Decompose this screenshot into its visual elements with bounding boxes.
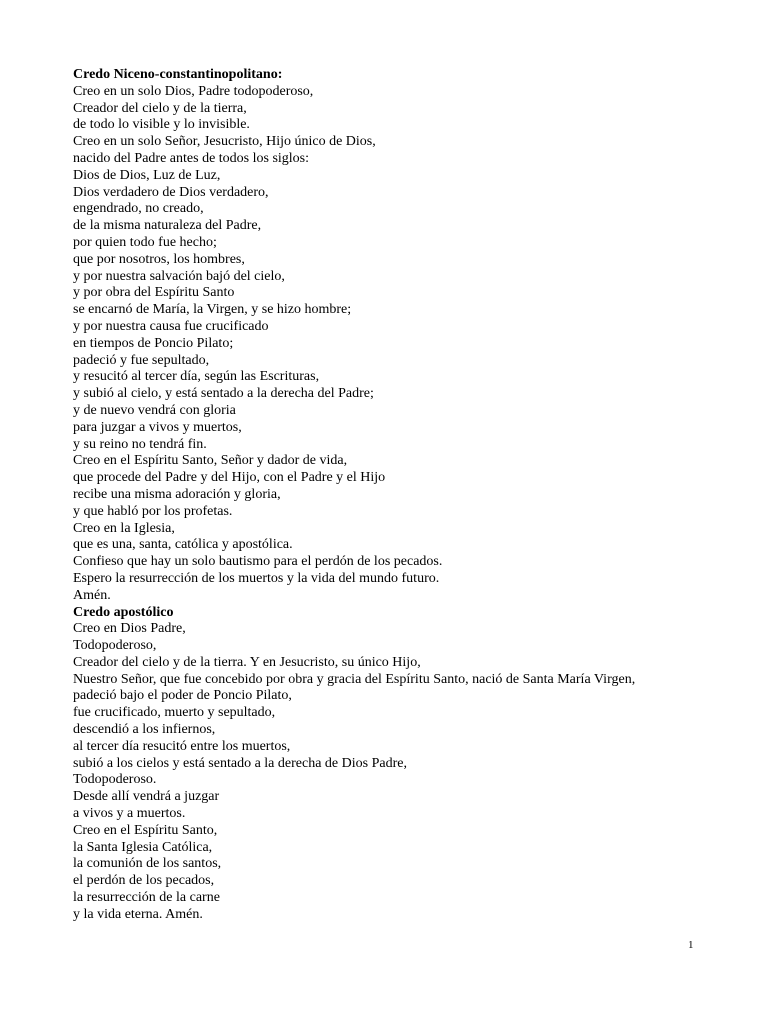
text-line: en tiempos de Poncio Pilato;: [73, 335, 234, 351]
text-line: Desde allí vendrá a juzgar: [73, 789, 220, 805]
text-line: para juzgar a vivos y muertos,: [73, 419, 242, 435]
text-line: nacido del Padre antes de todos los siglos:: [73, 150, 310, 166]
text-line: de la misma naturaleza del Padre,: [73, 218, 262, 234]
text-line: Creador del cielo y de la tierra,: [73, 100, 247, 116]
text-line: por quien todo fue hecho;: [73, 234, 217, 250]
text-line: descendió a los infiernos,: [73, 722, 216, 738]
text-line: recibe una misma adoración y gloria,: [73, 486, 281, 502]
text-line: subió a los cielos y está sentado a la derecha de Dios Padre,: [73, 755, 407, 771]
text-line: la comunión de los santos,: [73, 856, 222, 872]
text-line: Todopoderoso.: [73, 772, 157, 788]
text-line: Creador del cielo y de la tierra. Y en Jesucristo, su único Hijo,: [73, 654, 421, 670]
text-line: Amén.: [73, 587, 111, 603]
text-line: Creo en el Espíritu Santo,: [73, 822, 218, 838]
text-line: a vivos y a muertos.: [73, 806, 186, 822]
text-line: y su reino no tendrá fin.: [73, 436, 207, 452]
text-line: Nuestro Señor, que fue concebido por obra y gracia del Espíritu Santo, nació de Santa María Virgen,: [73, 671, 636, 687]
section-nicene-creed: [73, 67, 733, 605]
section-lines: [73, 84, 733, 605]
text-line: la Santa Iglesia Católica,: [73, 839, 213, 855]
text-line: y por nuestra causa fue crucificado: [73, 318, 269, 334]
text-line: Creo en Dios Padre,: [73, 621, 186, 637]
section-apostles-creed: [73, 605, 733, 924]
text-line: Creo en el Espíritu Santo, Señor y dador de vida,: [73, 453, 348, 469]
text-line: y resucitó al tercer día, según las Escrituras,: [73, 369, 320, 385]
page-number: 1: [688, 939, 694, 951]
text-line: al tercer día resucitó entre los muertos,: [73, 738, 291, 754]
text-line: la resurrección de la carne: [73, 890, 220, 906]
section-lines: [73, 621, 733, 923]
text-line: y la vida eterna. Amén.: [73, 906, 203, 922]
text-line: que por nosotros, los hombres,: [73, 251, 245, 267]
text-line: y que habló por los profetas.: [73, 503, 233, 519]
text-line: fue crucificado, muerto y sepultado,: [73, 705, 276, 721]
text-line: Todopoderoso,: [73, 638, 157, 654]
text-line: engendrado, no creado,: [73, 201, 204, 217]
text-line: Creo en un solo Señor, Jesucristo, Hijo único de Dios,: [73, 134, 376, 150]
text-line: y de nuevo vendrá con gloria: [73, 402, 236, 418]
text-line: Espero la resurrección de los muertos y la vida del mundo futuro.: [73, 570, 440, 586]
text-line: y subió al cielo, y está sentado a la derecha del Padre;: [73, 386, 374, 402]
text-line: Confieso que hay un solo bautismo para el perdón de los pecados.: [73, 554, 443, 570]
text-line: Creo en la Iglesia,: [73, 520, 175, 536]
text-line: que es una, santa, católica y apostólica.: [73, 537, 293, 553]
text-line: Dios verdadero de Dios verdadero,: [73, 184, 269, 200]
text-line: y por obra del Espíritu Santo: [73, 285, 235, 301]
text-line: padeció y fue sepultado,: [73, 352, 210, 368]
document-body: [73, 67, 733, 924]
text-line: y por nuestra salvación bajó del cielo,: [73, 268, 285, 284]
section-heading: Credo apostólico: [73, 604, 174, 620]
text-line: Dios de Dios, Luz de Luz,: [73, 167, 221, 183]
text-line: se encarnó de María, la Virgen, y se hizo hombre;: [73, 302, 352, 318]
text-line: que procede del Padre y del Hijo, con el Padre y el Hijo: [73, 470, 386, 486]
section-heading: Credo Niceno-constantinopolitano:: [73, 67, 283, 82]
text-line: Creo en un solo Dios, Padre todopoderoso,: [73, 83, 314, 99]
text-line: el perdón de los pecados,: [73, 873, 215, 889]
text-line: padeció bajo el poder de Poncio Pilato,: [73, 688, 292, 704]
text-line: de todo lo visible y lo invisible.: [73, 117, 250, 133]
